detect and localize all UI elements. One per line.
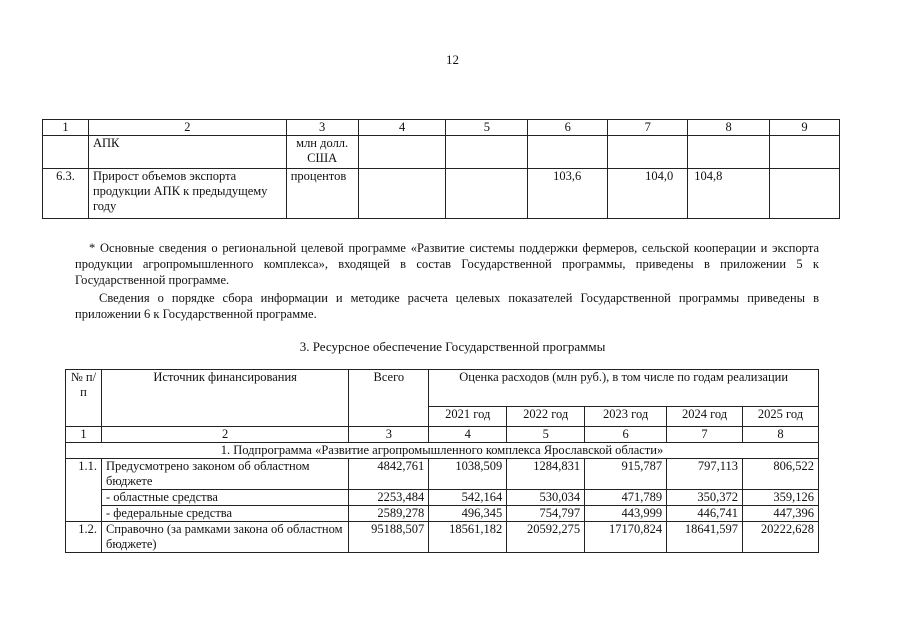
table-header-row — [66, 370, 819, 407]
note-paragraph: * Основные сведения о региональной целевой программе «Развитие системы поддержки фермеров, сельской кооперации и экспорта продукции агропромышленного комплекса», входящей в состав Государственной программы, приведены в приложении 5 к Государственной программе. — [75, 241, 819, 287]
table-row — [66, 506, 819, 522]
table-row — [66, 459, 819, 490]
value-cell: 20592,275 — [507, 522, 585, 553]
unit-cell: млн долл. США — [286, 136, 358, 169]
column-number-row — [66, 427, 819, 443]
value-cell: 4842,761 — [349, 459, 429, 490]
value-cell: 471,789 — [585, 490, 667, 506]
table-row — [66, 522, 819, 553]
header-total: Всего — [349, 370, 429, 427]
header-cell: 9 — [770, 120, 840, 136]
column-number: 6 — [585, 427, 667, 443]
value-cell: 1284,831 — [507, 459, 585, 490]
row-label: - федеральные средства — [101, 506, 348, 522]
header-cell: 5 — [446, 120, 528, 136]
row-label: Предусмотрено законом об областном бюджете — [101, 459, 348, 490]
column-number: 1 — [66, 427, 102, 443]
value-cell: 359,126 — [743, 490, 819, 506]
value-cell: 754,797 — [507, 506, 585, 522]
note-paragraph: Сведения о порядке сбора информации и методике расчета целевых показателей Государственной программы приведены в приложении 6 к Государственной программе. — [75, 291, 819, 321]
value-cell: 915,787 — [585, 459, 667, 490]
header-cell: 3 — [286, 120, 358, 136]
value-cell: 2253,484 — [349, 490, 429, 506]
header-cell: 2 — [88, 120, 286, 136]
column-number: 3 — [349, 427, 429, 443]
value-cell: 797,113 — [667, 459, 743, 490]
indicators-table — [42, 119, 840, 219]
indicator-name: АПК — [88, 136, 286, 169]
table-header-row — [43, 120, 840, 136]
value-cell: 806,522 — [743, 459, 819, 490]
value-cell: 1038,509 — [429, 459, 507, 490]
column-number: 4 — [429, 427, 507, 443]
value-cell: 20222,628 — [743, 522, 819, 553]
header-cell: 6 — [528, 120, 608, 136]
column-number: 8 — [743, 427, 819, 443]
value-cell: 17170,824 — [585, 522, 667, 553]
resource-table — [65, 369, 819, 553]
header-cell: 1 — [43, 120, 89, 136]
row-number: 6.3. — [43, 169, 89, 219]
header-cell: 8 — [688, 120, 770, 136]
column-number: 5 — [507, 427, 585, 443]
page-number: 12 — [446, 52, 459, 67]
year-header: 2022 год — [507, 407, 585, 427]
row-label: Справочно (за рамками закона об областном бюджете) — [101, 522, 348, 553]
indicator-name: Прирост объемов экспорта продукции АПК к предыдущему году — [88, 169, 286, 219]
subprogram-row — [66, 443, 819, 459]
value-cell: 542,164 — [429, 490, 507, 506]
row-number: 1.1. — [66, 459, 102, 490]
value-cell: 18561,182 — [429, 522, 507, 553]
year-header: 2021 год — [429, 407, 507, 427]
value-cell: 530,034 — [507, 490, 585, 506]
value-cell: 350,372 — [667, 490, 743, 506]
header-cell: 4 — [358, 120, 446, 136]
table-row — [43, 136, 840, 169]
value-cell: 2589,278 — [349, 506, 429, 522]
row-number: 1.2. — [66, 522, 102, 553]
header-num: № п/п — [66, 370, 102, 427]
year-header: 2024 год — [667, 407, 743, 427]
table-row — [66, 490, 819, 506]
unit-cell: процентов — [286, 169, 358, 219]
value-cell: 446,741 — [667, 506, 743, 522]
subprogram-title: 1. Подпрограмма «Развитие агропромышленного комплекса Ярославской области» — [66, 443, 819, 459]
row-label: - областные средства — [101, 490, 348, 506]
value-cell: 496,345 — [429, 506, 507, 522]
header-estimate: Оценка расходов (млн руб.), в том числе по годам реализации — [429, 370, 819, 407]
value-cell: 95188,507 — [349, 522, 429, 553]
column-number: 7 — [667, 427, 743, 443]
section-title: 3. Ресурсное обеспечение Государственной программы — [299, 339, 606, 354]
value-cell: 104,8 — [688, 169, 770, 219]
value-cell: 447,396 — [743, 506, 819, 522]
header-source: Источник финансирования — [101, 370, 348, 427]
table-row — [43, 169, 840, 219]
value-cell: 103,6 — [528, 169, 608, 219]
value-cell: 18641,597 — [667, 522, 743, 553]
header-cell: 7 — [608, 120, 688, 136]
value-cell: 443,999 — [585, 506, 667, 522]
year-header: 2025 год — [743, 407, 819, 427]
column-number: 2 — [101, 427, 348, 443]
value-cell: 104,0 — [608, 169, 688, 219]
year-header: 2023 год — [585, 407, 667, 427]
